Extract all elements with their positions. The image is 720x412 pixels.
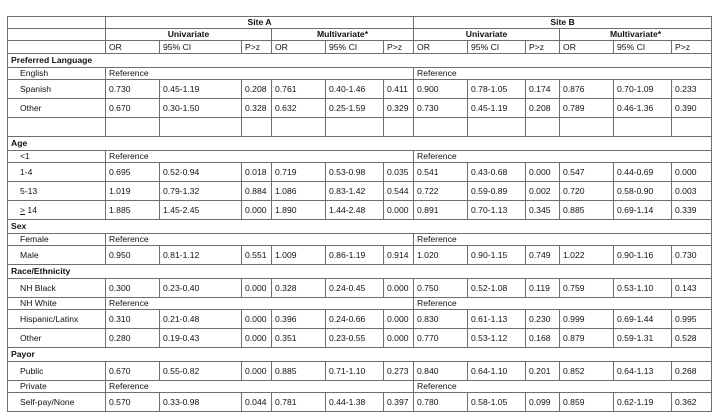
or-value: 0.300	[106, 279, 160, 298]
site-b-header: Site B	[414, 17, 712, 29]
p-value: 0.397	[384, 393, 414, 412]
table-row	[8, 118, 712, 137]
ci-value: 0.52-0.94	[160, 163, 242, 182]
reference-cell: Reference	[106, 234, 414, 246]
ci-value	[326, 118, 384, 137]
section-title: Preferred Language	[8, 54, 712, 68]
p-value: 0.995	[672, 310, 712, 329]
col-ci: 95% CI	[468, 41, 526, 54]
ci-value: 0.45-1.19	[468, 99, 526, 118]
ci-value: 0.33-0.98	[160, 393, 242, 412]
ci-value: 0.53-0.98	[326, 163, 384, 182]
reference-cell: Reference	[414, 298, 712, 310]
p-value: 0.544	[384, 182, 414, 201]
reference-cell: Reference	[106, 68, 414, 80]
or-value: 1.009	[272, 246, 326, 265]
ci-value: 0.58-1.05	[468, 393, 526, 412]
row-label: Spanish	[8, 80, 106, 99]
p-value: 0.268	[672, 362, 712, 381]
p-value: 0.000	[242, 279, 272, 298]
or-value: 0.999	[560, 310, 614, 329]
or-value: 0.730	[106, 80, 160, 99]
ci-value: 0.64-1.13	[614, 362, 672, 381]
ci-value: 0.58-0.90	[614, 182, 672, 201]
site-a-header: Site A	[106, 17, 414, 29]
reference-cell: Reference	[106, 381, 414, 393]
or-value	[106, 118, 160, 137]
or-value: 0.722	[414, 182, 468, 201]
col-ci: 95% CI	[160, 41, 242, 54]
table-row	[8, 246, 712, 265]
or-value: 0.720	[560, 182, 614, 201]
ci-value: 0.52-1.08	[468, 279, 526, 298]
p-value: 0.035	[384, 163, 414, 182]
col-ci: 95% CI	[326, 41, 384, 54]
or-value: 1.022	[560, 246, 614, 265]
p-value: 0.390	[672, 99, 712, 118]
ci-value: 0.40-1.46	[326, 80, 384, 99]
ci-value	[614, 118, 672, 137]
row-label: NH White	[8, 298, 106, 310]
ci-value: 1.44-2.48	[326, 201, 384, 220]
ci-value: 0.83-1.42	[326, 182, 384, 201]
or-value: 0.670	[106, 99, 160, 118]
ci-value: 0.23-0.55	[326, 329, 384, 348]
col-p: P>z	[242, 41, 272, 54]
row-label: > 14	[8, 201, 106, 220]
or-value: 0.781	[272, 393, 326, 412]
ci-value: 0.90-1.16	[614, 246, 672, 265]
ci-value: 0.21-0.48	[160, 310, 242, 329]
p-value: 0.345	[526, 201, 560, 220]
or-value: 0.852	[560, 362, 614, 381]
p-value: 0.119	[526, 279, 560, 298]
or-value: 0.891	[414, 201, 468, 220]
ci-value: 0.90-1.15	[468, 246, 526, 265]
col-or: OR	[414, 41, 468, 54]
row-label	[8, 118, 106, 137]
or-value: 0.789	[560, 99, 614, 118]
ci-value: 0.46-1.36	[614, 99, 672, 118]
or-value: 0.541	[414, 163, 468, 182]
p-value: 0.000	[384, 310, 414, 329]
ci-value: 0.59-1.31	[614, 329, 672, 348]
p-value: 0.018	[242, 163, 272, 182]
table-row	[8, 201, 712, 220]
ci-value: 0.62-1.19	[614, 393, 672, 412]
or-value: 0.900	[414, 80, 468, 99]
ci-value: 0.43-0.68	[468, 163, 526, 182]
row-label: Hispanic/Latinx	[8, 310, 106, 329]
p-value: 0.528	[672, 329, 712, 348]
reference-cell: Reference	[106, 151, 414, 163]
ci-value: 0.24-0.45	[326, 279, 384, 298]
or-value: 0.570	[106, 393, 160, 412]
p-value: 0.208	[526, 99, 560, 118]
col-p: P>z	[526, 41, 560, 54]
reference-cell: Reference	[414, 234, 712, 246]
or-value: 1.885	[106, 201, 160, 220]
site-a-multivariate-header: Multivariate*	[272, 29, 414, 41]
or-value: 0.759	[560, 279, 614, 298]
table-row	[8, 68, 712, 80]
ci-value: 0.78-1.05	[468, 80, 526, 99]
or-value: 0.950	[106, 246, 160, 265]
ci-value: 0.44-0.69	[614, 163, 672, 182]
table-row	[8, 362, 712, 381]
or-value: 0.632	[272, 99, 326, 118]
or-value: 0.770	[414, 329, 468, 348]
p-value: 0.000	[384, 279, 414, 298]
or-value: 0.876	[560, 80, 614, 99]
ci-value: 1.45-2.45	[160, 201, 242, 220]
p-value: 0.000	[384, 201, 414, 220]
p-value: 0.044	[242, 393, 272, 412]
or-value: 1.890	[272, 201, 326, 220]
ci-value: 0.30-1.50	[160, 99, 242, 118]
ci-value: 0.70-1.13	[468, 201, 526, 220]
row-label: 1-4	[8, 163, 106, 182]
p-value: 0.362	[672, 393, 712, 412]
table-row	[8, 279, 712, 298]
or-value	[272, 118, 326, 137]
p-value: 0.201	[526, 362, 560, 381]
ci-value: 0.45-1.19	[160, 80, 242, 99]
ci-value: 0.53-1.12	[468, 329, 526, 348]
or-value: 0.761	[272, 80, 326, 99]
or-value: 0.840	[414, 362, 468, 381]
p-value: 0.273	[384, 362, 414, 381]
row-label: <1	[8, 151, 106, 163]
section-title: Sex	[8, 220, 712, 234]
p-value: 0.230	[526, 310, 560, 329]
table-row	[8, 310, 712, 329]
ci-value: 0.81-1.12	[160, 246, 242, 265]
or-value: 0.830	[414, 310, 468, 329]
ci-value: 0.23-0.40	[160, 279, 242, 298]
or-value: 1.020	[414, 246, 468, 265]
or-value	[560, 118, 614, 137]
or-value: 0.719	[272, 163, 326, 182]
table-row	[8, 393, 712, 412]
p-value: 0.174	[526, 80, 560, 99]
row-label: Female	[8, 234, 106, 246]
section-title: Payor	[8, 348, 712, 362]
p-value: 0.003	[672, 182, 712, 201]
p-value: 0.208	[242, 80, 272, 99]
col-ci: 95% CI	[614, 41, 672, 54]
or-value: 0.885	[560, 201, 614, 220]
or-value: 0.328	[272, 279, 326, 298]
or-value: 0.859	[560, 393, 614, 412]
p-value: 0.000	[242, 201, 272, 220]
p-value: 0.000	[526, 163, 560, 182]
corner-cell	[8, 17, 106, 29]
ci-value: 0.86-1.19	[326, 246, 384, 265]
p-value	[384, 118, 414, 137]
reference-cell: Reference	[414, 151, 712, 163]
table-row	[8, 234, 712, 246]
p-value: 0.328	[242, 99, 272, 118]
table-row	[8, 298, 712, 310]
col-or: OR	[560, 41, 614, 54]
ci-value: 0.59-0.89	[468, 182, 526, 201]
ci-value: 0.69-1.44	[614, 310, 672, 329]
p-value	[526, 118, 560, 137]
ci-value: 0.79-1.32	[160, 182, 242, 201]
p-value: 0.002	[526, 182, 560, 201]
site-a-univariate-header: Univariate	[106, 29, 272, 41]
p-value: 0.884	[242, 182, 272, 201]
ci-value: 0.44-1.38	[326, 393, 384, 412]
ci-value: 0.71-1.10	[326, 362, 384, 381]
p-value: 0.143	[672, 279, 712, 298]
table-row	[8, 381, 712, 393]
row-label: Public	[8, 362, 106, 381]
ci-value: 0.61-1.13	[468, 310, 526, 329]
p-value: 0.168	[526, 329, 560, 348]
p-value: 0.411	[384, 80, 414, 99]
ci-value: 0.55-0.82	[160, 362, 242, 381]
p-value: 0.000	[384, 329, 414, 348]
section-title: Age	[8, 137, 712, 151]
odds-ratio-table	[7, 16, 712, 412]
p-value	[242, 118, 272, 137]
or-value: 0.730	[414, 99, 468, 118]
ci-value: 0.70-1.09	[614, 80, 672, 99]
or-value: 0.310	[106, 310, 160, 329]
ci-value	[468, 118, 526, 137]
or-value: 0.885	[272, 362, 326, 381]
reference-cell: Reference	[106, 298, 414, 310]
p-value: 0.551	[242, 246, 272, 265]
row-label: English	[8, 68, 106, 80]
p-value: 0.730	[672, 246, 712, 265]
or-value: 0.351	[272, 329, 326, 348]
p-value: 0.914	[384, 246, 414, 265]
or-value: 0.879	[560, 329, 614, 348]
or-value: 0.547	[560, 163, 614, 182]
reference-cell: Reference	[414, 68, 712, 80]
ci-value: 0.25-1.59	[326, 99, 384, 118]
or-value: 1.086	[272, 182, 326, 201]
ci-value	[160, 118, 242, 137]
col-or: OR	[106, 41, 160, 54]
or-value: 0.695	[106, 163, 160, 182]
or-value: 0.280	[106, 329, 160, 348]
or-value: 1.019	[106, 182, 160, 201]
p-value: 0.099	[526, 393, 560, 412]
p-value: 0.749	[526, 246, 560, 265]
p-value: 0.000	[672, 163, 712, 182]
ci-value: 0.64-1.10	[468, 362, 526, 381]
corner-cell	[8, 41, 106, 54]
row-label: Private	[8, 381, 106, 393]
or-value: 0.670	[106, 362, 160, 381]
col-p: P>z	[672, 41, 712, 54]
or-value: 0.396	[272, 310, 326, 329]
table-row	[8, 99, 712, 118]
ci-value: 0.19-0.43	[160, 329, 242, 348]
row-label: Other	[8, 329, 106, 348]
ci-value: 0.53-1.10	[614, 279, 672, 298]
row-label: Male	[8, 246, 106, 265]
or-value	[414, 118, 468, 137]
corner-cell	[8, 29, 106, 41]
table-row	[8, 151, 712, 163]
or-value: 0.750	[414, 279, 468, 298]
p-value: 0.000	[242, 362, 272, 381]
table-row	[8, 163, 712, 182]
row-label: NH Black	[8, 279, 106, 298]
site-b-multivariate-header: Multivariate*	[560, 29, 712, 41]
reference-cell: Reference	[414, 381, 712, 393]
table-row	[8, 80, 712, 99]
row-label: Other	[8, 99, 106, 118]
or-value: 0.780	[414, 393, 468, 412]
p-value: 0.000	[242, 329, 272, 348]
row-label: 5-13	[8, 182, 106, 201]
site-b-univariate-header: Univariate	[414, 29, 560, 41]
p-value: 0.339	[672, 201, 712, 220]
table-row	[8, 182, 712, 201]
p-value: 0.000	[242, 310, 272, 329]
p-value: 0.233	[672, 80, 712, 99]
p-value	[672, 118, 712, 137]
p-value: 0.329	[384, 99, 414, 118]
section-title: Race/Ethnicity	[8, 265, 712, 279]
table-row	[8, 329, 712, 348]
col-or: OR	[272, 41, 326, 54]
ci-value: 0.24-0.66	[326, 310, 384, 329]
row-label: Self-pay/None	[8, 393, 106, 412]
col-p: P>z	[384, 41, 414, 54]
ci-value: 0.69-1.14	[614, 201, 672, 220]
